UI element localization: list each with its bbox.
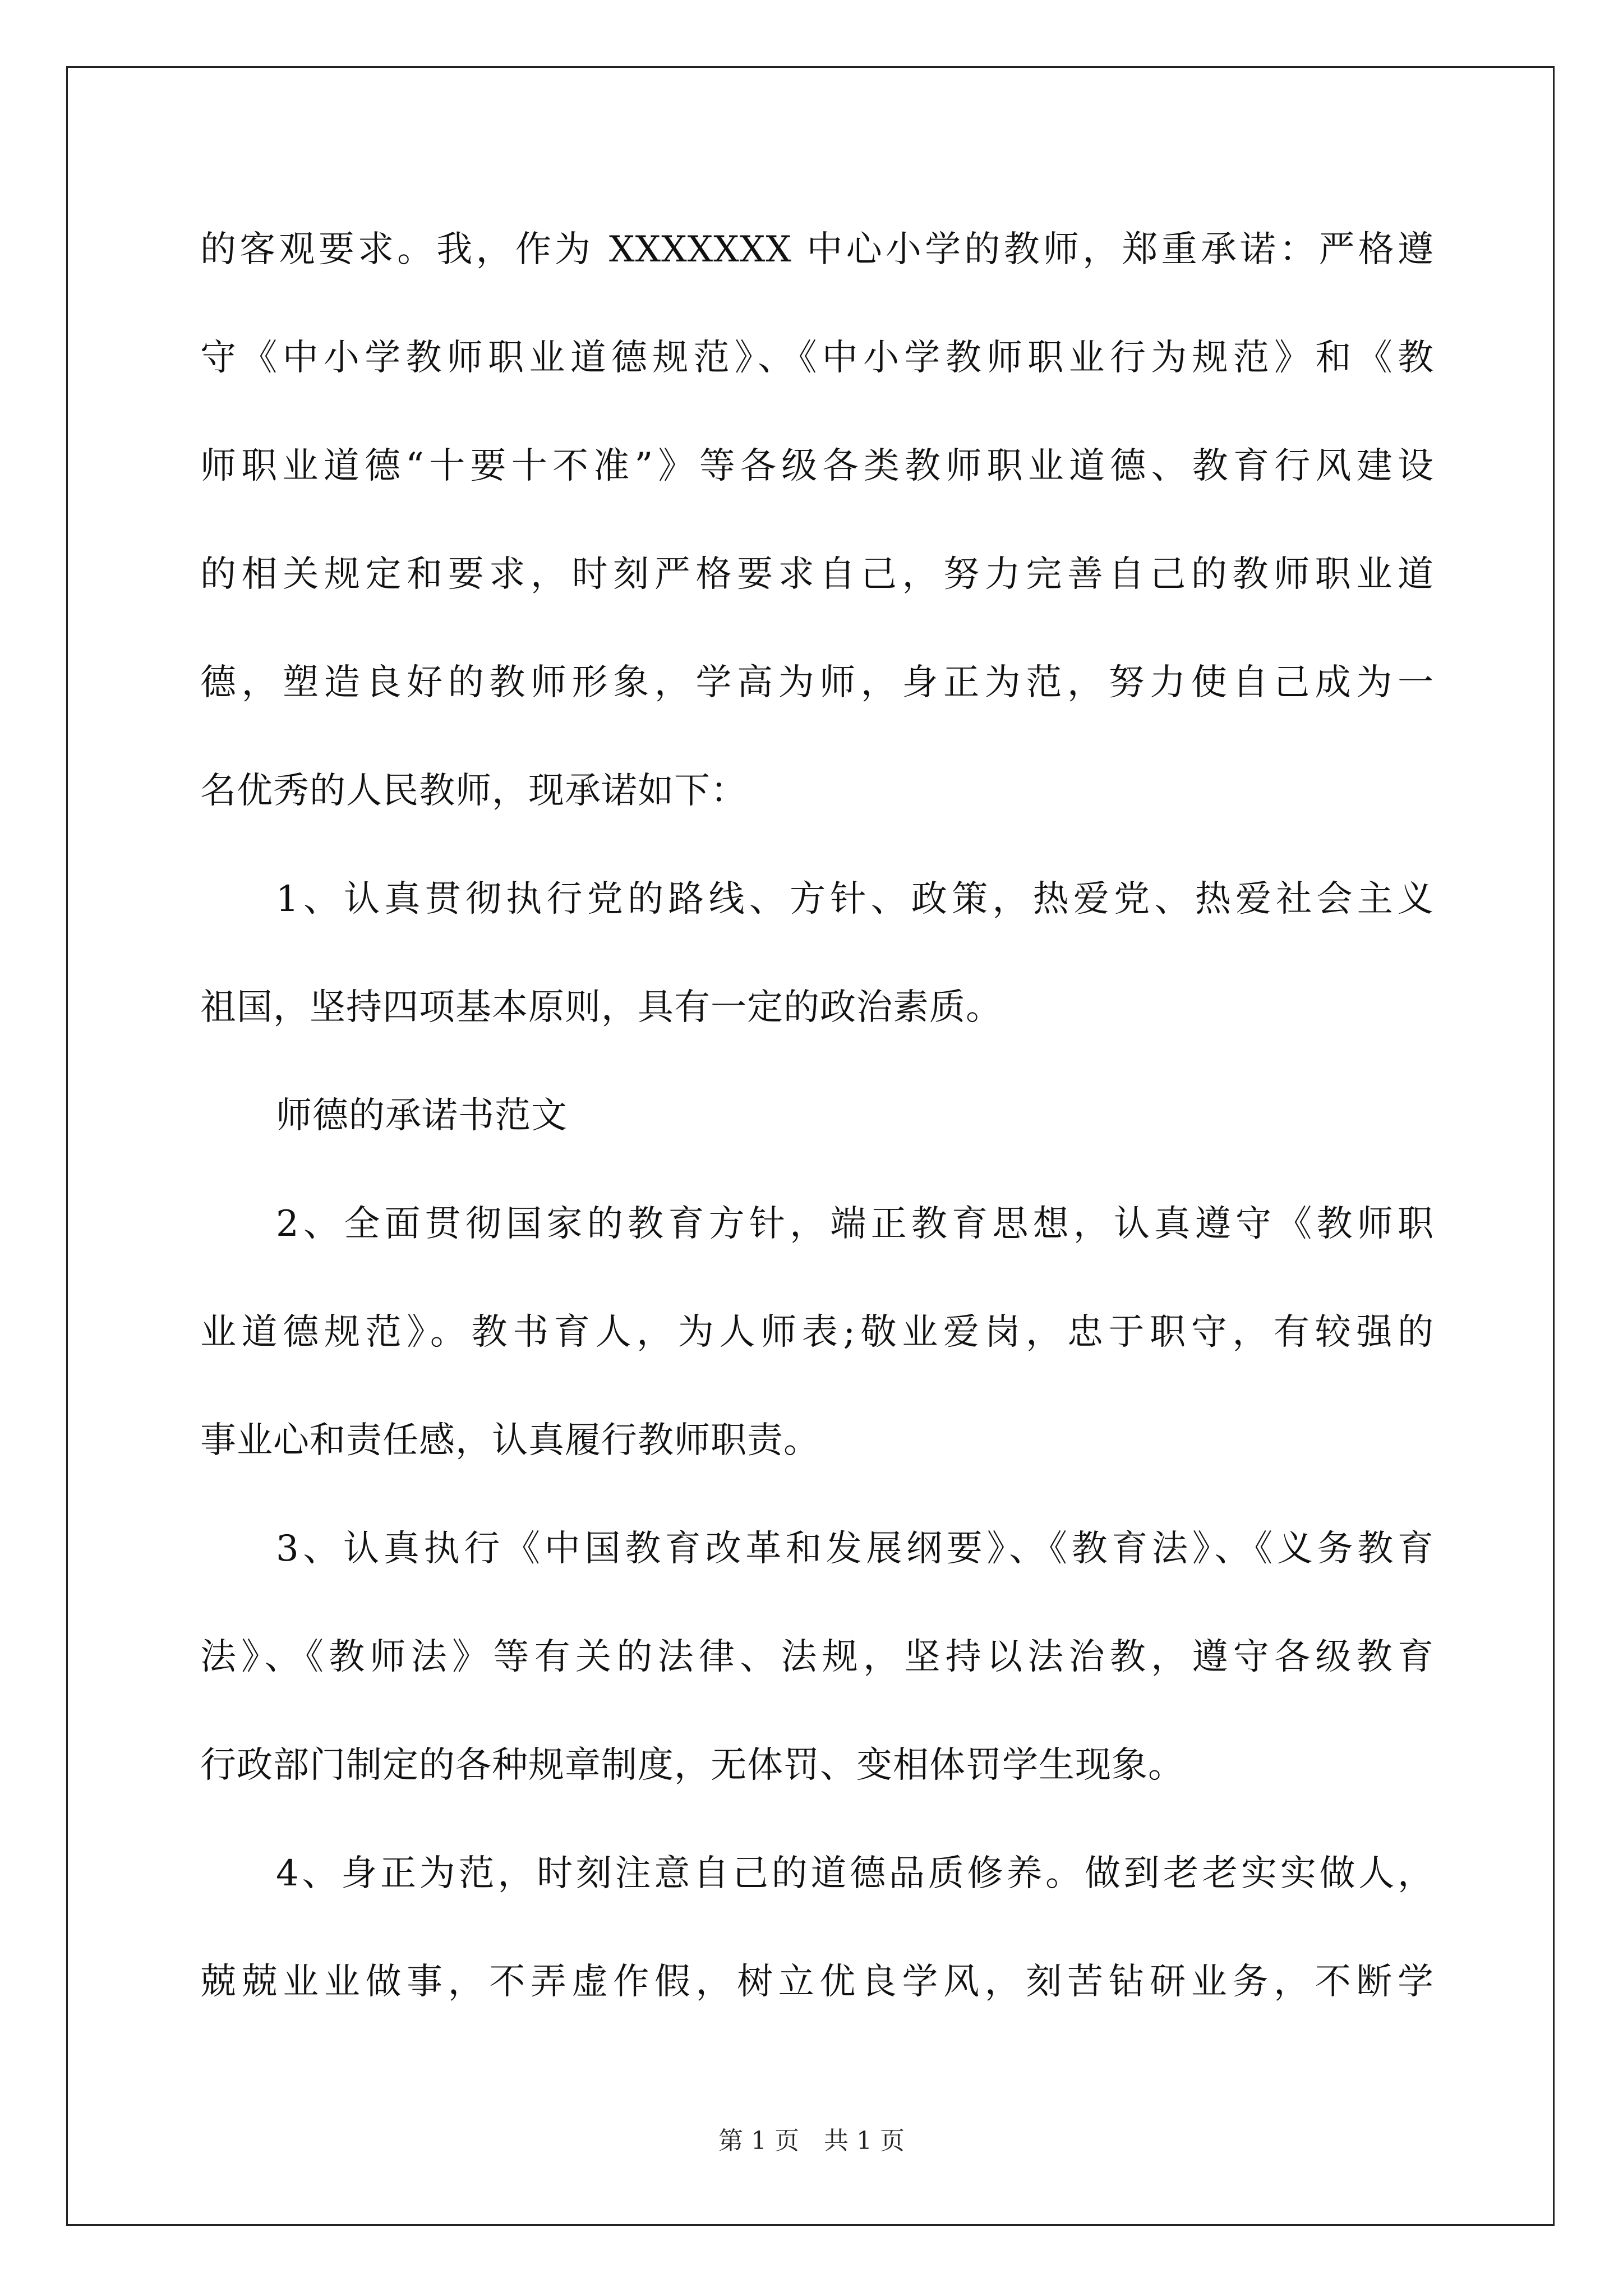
text-line: 德，塑造良好的教师形象，学高为师，身正为范，努力使自己成为一 [200, 662, 1434, 703]
text-line: 业道德规范》。教书育人，为人师表;敬业爱岗，忠于职守，有较强的 [200, 1312, 1434, 1353]
text-line: 师职业道德“十要十不准”》等各级各类教师职业道德、教育行风建设 [200, 445, 1434, 487]
text-line: 事业心和责任感，认真履行教师职责。 [200, 1420, 820, 1461]
text-line: 2、全面贯彻国家的教育方针，端正教育思想，认真遵守《教师职 [276, 1203, 1434, 1245]
section-heading: 师德的承诺书范文 [276, 1095, 568, 1137]
page-border [66, 66, 1555, 2226]
text-line: 3、认真执行《中国教育改革和发展纲要》、《教育法》、《义务教育 [276, 1528, 1434, 1570]
text-line: 的相关规定和要求，时刻严格要求自己，努力完善自己的教师职业道 [200, 554, 1434, 595]
text-line: 的客观要求。我，作为 XXXXXXX 中心小学的教师，郑重承诺：严格遵 [200, 229, 1434, 270]
text-line: 祖国，坚持四项基本原则，具有一定的政治素质。 [200, 987, 1002, 1028]
text-line: 法》、《教师法》等有关的法律、法规，坚持以法治教，遵守各级教育 [200, 1636, 1434, 1678]
text-line: 守《中小学教师职业道德规范》、《中小学教师职业行为规范》和《教 [200, 337, 1434, 379]
text-line: 行政部门制定的各种规章制度，无体罚、变相体罚学生现象。 [200, 1745, 1184, 1786]
text-line: 名优秀的人民教师，现承诺如下： [200, 770, 747, 812]
text-line: 兢兢业业做事，不弄虚作假，树立优良学风，刻苦钻研业务，不断学 [200, 1961, 1434, 2003]
page-footer: 第 1 页 共 1 页 [718, 2127, 905, 2155]
text-line: 1、认真贯彻执行党的路线、方针、政策，热爱党、热爱社会主义 [276, 878, 1434, 920]
text-line: 4、身正为范，时刻注意自己的道德品质修养。做到老老实实做人， [276, 1853, 1434, 1894]
